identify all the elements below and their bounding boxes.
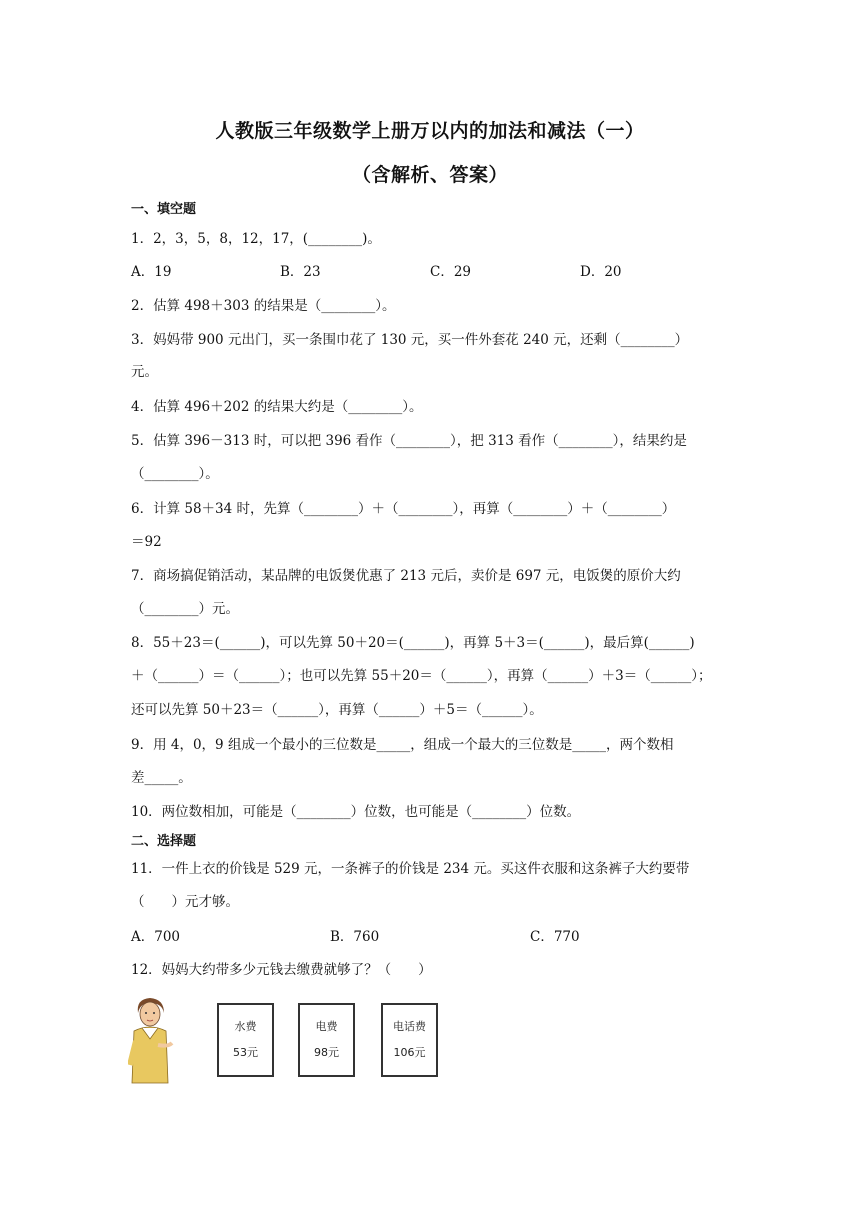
page-subtitle: （含解析、答案） bbox=[351, 164, 508, 186]
question-3-line-2: 元。 bbox=[131, 364, 158, 380]
q11-option-a: A．700 bbox=[131, 929, 181, 945]
question-10: 10．两位数相加，可能是（________）位数，也可能是（________）位数。 bbox=[131, 804, 581, 820]
question-9-line-2: 差_____。 bbox=[131, 770, 192, 786]
question-1: 1．2，3，5，8，12，17，(________)。 bbox=[131, 231, 381, 247]
mother-illustration-icon bbox=[128, 995, 174, 1085]
page-title: 人教版三年级数学上册万以内的加法和减法（一） bbox=[215, 120, 645, 142]
q1-option-d: D．20 bbox=[580, 264, 622, 280]
question-5-line-2: （________）。 bbox=[131, 466, 219, 482]
question-11-line-1: 11．一件上衣的价钱是 529 元，一条裤子的价钱是 234 元。买这件衣服和这条裤子大约要带 bbox=[131, 861, 690, 877]
question-4: 4．估算 496＋202 的结果大约是（________）。 bbox=[131, 399, 423, 415]
question-12: 12．妈妈大约带多少元钱去缴费就够了？（ ） bbox=[131, 962, 432, 978]
q11-option-b: B．760 bbox=[330, 929, 380, 945]
card-label: 电费 bbox=[315, 1020, 338, 1033]
q1-option-b: B．23 bbox=[280, 264, 321, 280]
card-price: 53元 bbox=[233, 1046, 258, 1059]
question-8-line-1: 8．55＋23＝(______)，可以先算 50＋20＝(______)，再算 5＋3＝(______)，最后算(______) bbox=[131, 635, 695, 651]
q1-option-a: A．19 bbox=[131, 264, 172, 280]
question-9-line-1: 9．用 4，0，9 组成一个最小的三位数是_____，组成一个最大的三位数是_____，两个数相 bbox=[131, 737, 674, 753]
question-8-line-2: ＋（______）＝（______）；也可以先算 55＋20＝（______），再算（______）＋3＝（______）； bbox=[131, 668, 712, 684]
card-price: 98元 bbox=[314, 1046, 339, 1059]
question-11-line-2: （ ）元才够。 bbox=[131, 894, 239, 910]
question-5-line-1: 5．估算 396－313 时，可以把 396 看作（________），把 313 看作（________），结果约是 bbox=[131, 433, 687, 449]
section-heading-fill-blank: 一、填空题 bbox=[131, 202, 197, 217]
question-2: 2．估算 498＋303 的结果是（________）。 bbox=[131, 298, 396, 314]
card-label: 电话费 bbox=[393, 1020, 426, 1033]
section-heading-multiple-choice: 二、选择题 bbox=[131, 834, 197, 849]
q11-option-c: C．770 bbox=[530, 929, 580, 945]
card-label: 水费 bbox=[234, 1020, 257, 1033]
question-6-line-2: ＝92 bbox=[131, 534, 162, 550]
question-8-line-3: 还可以先算 50＋23＝（______），再算（______）＋5＝（______）。 bbox=[131, 702, 543, 718]
question-7-line-1: 7．商场搞促销活动，某品牌的电饭煲优惠了 213 元后，卖价是 697 元，电饭煲的原价大约 bbox=[131, 568, 681, 584]
electricity-fee-card bbox=[298, 1003, 355, 1077]
question-3-line-1: 3．妈妈带 900 元出门，买一条围巾花了 130 元，买一件外套花 240 元，还剩（________） bbox=[131, 332, 689, 348]
q1-option-c: C．29 bbox=[430, 264, 472, 280]
water-fee-card bbox=[217, 1003, 274, 1077]
question-7-line-2: （________）元。 bbox=[131, 601, 239, 617]
question-6-line-1: 6．计算 58＋34 时，先算（________）＋（________），再算（________）＋（________） bbox=[131, 501, 676, 517]
phone-fee-card bbox=[381, 1003, 438, 1077]
card-price: 106元 bbox=[393, 1046, 426, 1059]
